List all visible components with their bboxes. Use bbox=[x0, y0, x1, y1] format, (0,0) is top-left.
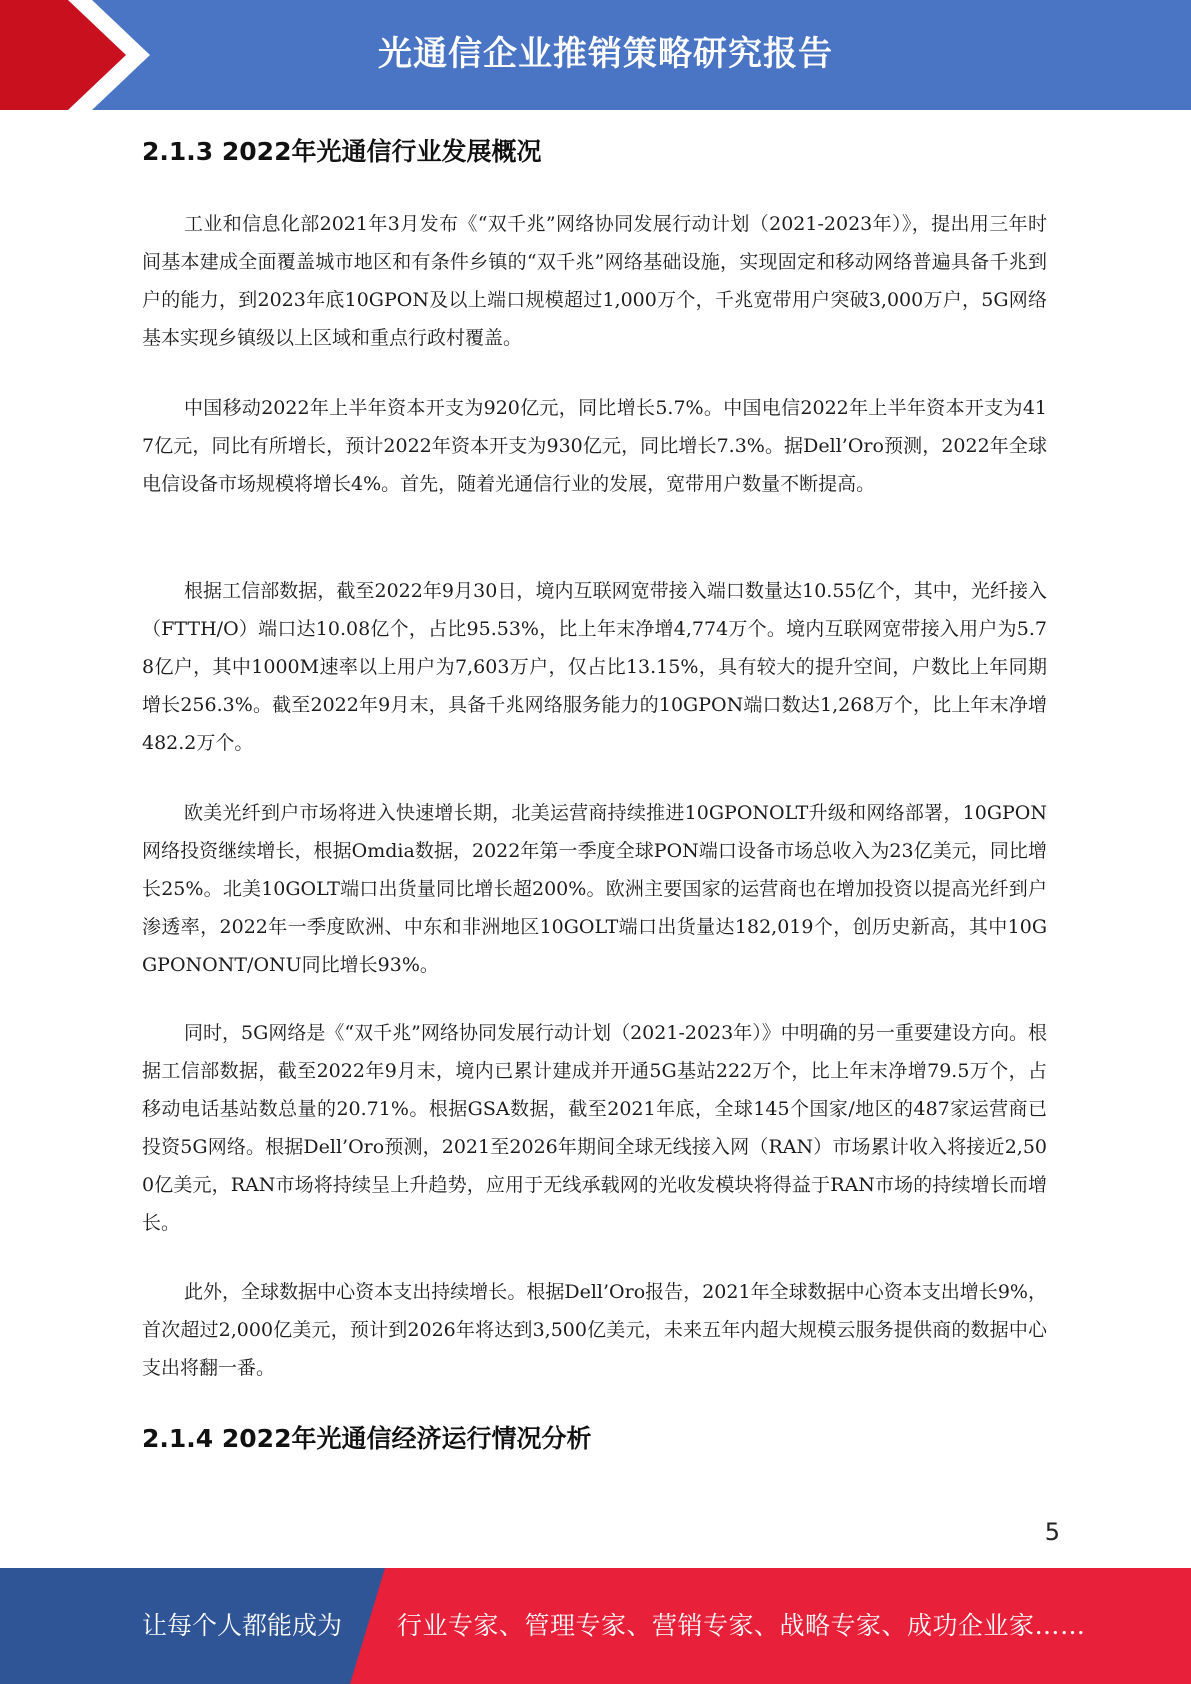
footer-slogan-left: 让每个人都能成为 bbox=[142, 1611, 343, 1640]
page-footer bbox=[0, 1568, 1191, 1684]
paragraph: 根据工信部数据，截至2022年9月30日，境内互联网宽带接入端口数量达10.55亿个，其中，光纤接入（FTTH/O）端口达10.08亿个，占比95.53%，比上年末净增4,774万个。境内互联网宽带接入用户为5.78亿户，其中1000M速率以上用户为7,603万户，仅占比13.15%，具有较大的提升空间，户数比上年同期增长256.3%。截至2022年9月末，具备千兆网络服务能力的10GPON端口数达1,268万个，比上年末净增482.2万个。 bbox=[142, 580, 1047, 754]
footer-slogan-right: 行业专家、管理专家、营销专家、战略专家、成功企业家…… bbox=[397, 1611, 1086, 1640]
section-heading-2-1-3: 2.1.3 2022年光通信行业发展概况 bbox=[142, 137, 542, 166]
paragraph: 中国移动2022年上半年资本开支为920亿元，同比增长5.7%。中国电信2022年上半年资本开支为417亿元，同比有所增长，预计2022年资本开支为930亿元，同比增长7.3%。据Dell’Oro预测，2022年全球电信设备市场规模将增长4%。首先，随着光通信行业的发展，宽带用户数量不断提高。 bbox=[142, 397, 1047, 495]
report-title: 光通信企业推销策略研究报告 bbox=[378, 34, 833, 74]
section-heading-2-1-4: 2.1.4 2022年光通信经济运行情况分析 bbox=[142, 1424, 592, 1453]
paragraph: 欧美光纤到户市场将进入快速增长期，北美运营商持续推进10GPONOLT升级和网络部署，10GPON网络投资继续增长，根据Omdia数据，2022年第一季度全球PON端口设备市场总收入为23亿美元，同比增长25%。北美10GOLT端口出货量同比增长超200%。欧洲主要国家的运营商也在增加投资以提高光纤到户渗透率，2022年一季度欧洲、中东和非洲地区10GOLT端口出货量达182,019个，创历史新高，其中10GGPONONT/ONU同比增长93%。 bbox=[142, 802, 1047, 976]
paragraph: 此外，全球数据中心资本支出持续增长。根据Dell’Oro报告，2021年全球数据中心资本支出增长9%，首次超过2,000亿美元，预计到2026年将达到3,500亿美元，未来五年内超大规模云服务提供商的数据中心支出将翻一番。 bbox=[142, 1281, 1047, 1379]
paragraph: 工业和信息化部2021年3月发布《“双千兆”网络协同发展行动计划（2021-2023年）》，提出用三年时间基本建成全面覆盖城市地区和有条件乡镇的“双千兆”网络基础设施，实现固定和移动网络普遍具备千兆到户的能力，到2023年底10GPON及以上端口规模超过1,000万个，千兆宽带用户突破3,000万户，5G网络基本实现乡镇级以上区域和重点行政村覆盖。 bbox=[142, 213, 1047, 349]
page-number: 5 bbox=[1044, 1518, 1060, 1546]
page-header bbox=[0, 0, 1191, 110]
paragraph: 同时，5G网络是《“双千兆”网络协同发展行动计划（2021-2023年）》中明确的另一重要建设方向。根据工信部数据，截至2022年9月末，境内已累计建成并开通5G基站222万个，比上年末净增79.5万个，占移动电话基站数总量的20.71%。根据GSA数据，截至2021年底，全球145个国家/地区的487家运营商已投资5G网络。根据Dell’Oro预测，2021至2026年期间全球无线接入网（RAN）市场累计收入将接近2,500亿美元，RAN市场将持续呈上升趋势，应用于无线承载网的光收发模块将得益于RAN市场的持续增长而增长。 bbox=[142, 1022, 1047, 1234]
